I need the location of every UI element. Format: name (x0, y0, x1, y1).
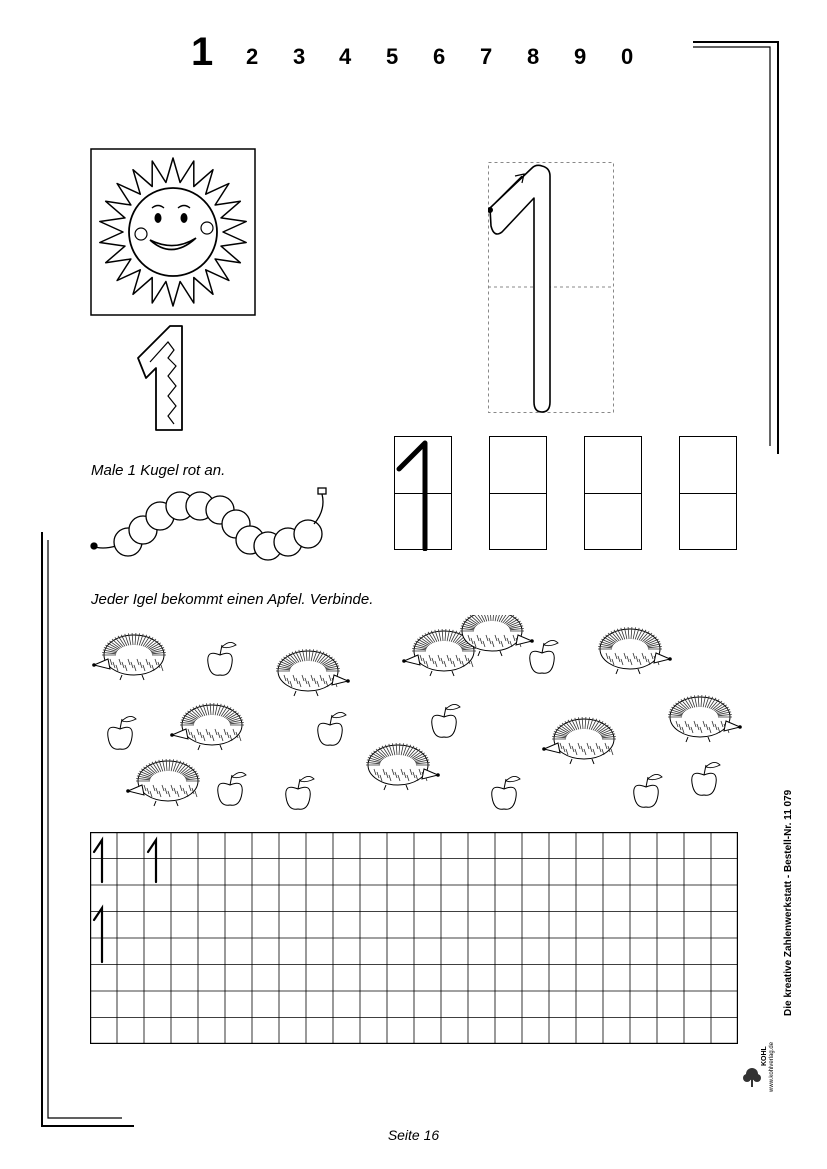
digit: 9 (574, 44, 587, 69)
digit: 0 (621, 44, 634, 69)
caterpillar-illustration (88, 486, 334, 566)
hedgehog-apple-exercise (90, 615, 750, 815)
sample-one (395, 437, 453, 551)
digit: 4 (339, 44, 352, 69)
writing-box[interactable] (679, 436, 737, 550)
hedgehog-icon[interactable] (668, 695, 742, 742)
apple-icon[interactable] (432, 704, 460, 737)
practice-grid[interactable] (90, 832, 738, 1044)
digit: 8 (527, 44, 540, 69)
page-frame-top-right (690, 38, 790, 458)
apple-icon[interactable] (218, 772, 246, 805)
writing-box[interactable] (584, 436, 642, 550)
apple-icon[interactable] (318, 712, 346, 745)
page-number: Seite 16 (387, 1127, 440, 1143)
apple-icon[interactable] (530, 640, 558, 673)
apple-icon[interactable] (108, 716, 136, 749)
side-title: Die kreative Zahlenwerkstatt - Bestell-Nr. 11 079 (783, 789, 794, 1016)
hedgehog-icon[interactable] (276, 649, 350, 696)
tree-logo-icon (741, 1066, 763, 1088)
digit-current: 1 (191, 30, 214, 74)
publisher-name: KOHL (761, 1046, 768, 1066)
digit: 2 (246, 44, 259, 69)
digit: 6 (433, 44, 446, 69)
writing-box[interactable] (489, 436, 547, 550)
digit: 5 (386, 44, 399, 69)
apple-icon[interactable] (286, 776, 314, 809)
hedgehog-icon[interactable] (92, 633, 166, 680)
hedgehog-icon[interactable] (366, 743, 440, 790)
digit: 7 (480, 44, 493, 69)
instruction-color-ball: Male 1 Kugel rot an. (91, 462, 226, 479)
hedgehog-icon[interactable] (598, 627, 672, 674)
decorated-one-icon (134, 324, 186, 434)
hedgehog-icon[interactable] (126, 759, 200, 806)
hedgehog-icon[interactable] (170, 703, 244, 750)
writing-box-sample (394, 436, 452, 550)
apple-icon[interactable] (492, 776, 520, 809)
tracing-digit-one (488, 162, 615, 414)
hedgehog-icon[interactable] (542, 717, 616, 764)
digit: 3 (293, 44, 306, 69)
apple-icon[interactable] (692, 762, 720, 795)
sun-illustration (90, 148, 256, 316)
apple-icon[interactable] (634, 774, 662, 807)
instruction-connect: Jeder Igel bekommt einen Apfel. Verbinde. (91, 591, 374, 608)
publisher-website: www.kohlverlag.de (769, 1041, 775, 1092)
apple-icon[interactable] (208, 642, 236, 675)
